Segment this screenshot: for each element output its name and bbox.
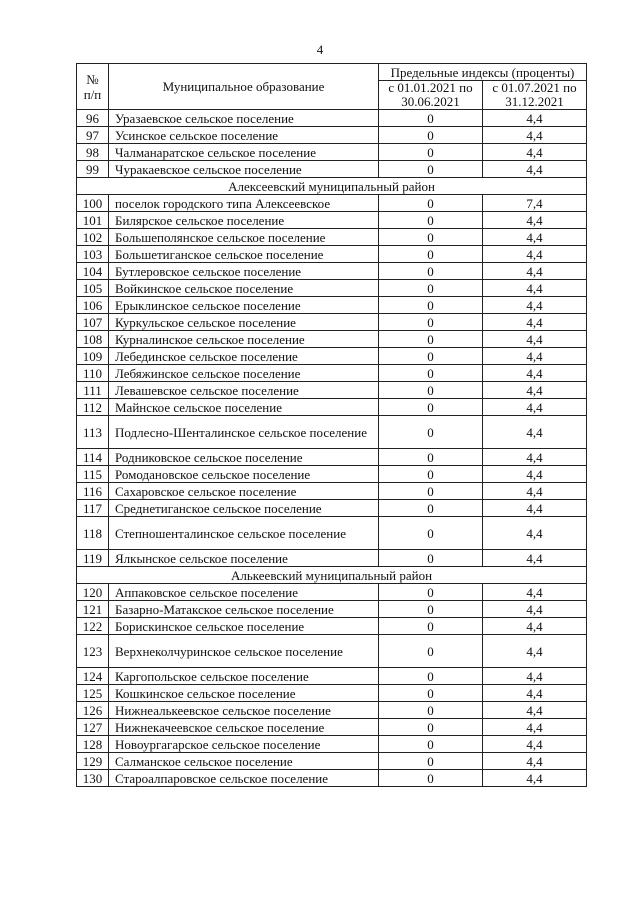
municipality-name: Чалманаратское сельское поселение bbox=[109, 144, 379, 161]
municipality-name: Подлесно-Шенталинское сельское поселение bbox=[109, 416, 379, 449]
row-number: 101 bbox=[77, 212, 109, 229]
index-period-2: 4,4 bbox=[483, 719, 587, 736]
municipality-name: Степношенталинское сельское поселение bbox=[109, 517, 379, 550]
municipality-name: Среднетиганское сельское поселение bbox=[109, 500, 379, 517]
index-period-1: 0 bbox=[379, 736, 483, 753]
index-period-2: 4,4 bbox=[483, 601, 587, 618]
index-period-1: 0 bbox=[379, 702, 483, 719]
index-period-2: 4,4 bbox=[483, 635, 587, 668]
index-period-2: 4,4 bbox=[483, 297, 587, 314]
table-row bbox=[77, 365, 587, 382]
index-period-2: 4,4 bbox=[483, 668, 587, 685]
table-row bbox=[77, 195, 587, 212]
municipality-name: Верхнеколчуринское сельское поселение bbox=[109, 635, 379, 668]
index-period-2: 4,4 bbox=[483, 229, 587, 246]
row-number: 98 bbox=[77, 144, 109, 161]
row-number: 103 bbox=[77, 246, 109, 263]
index-period-2: 4,4 bbox=[483, 736, 587, 753]
municipality-name: Ерыклинское сельское поселение bbox=[109, 297, 379, 314]
municipality-name: Нижнеалькеевское сельское поселение bbox=[109, 702, 379, 719]
index-period-1: 0 bbox=[379, 297, 483, 314]
region-row bbox=[77, 178, 587, 195]
index-period-1: 0 bbox=[379, 500, 483, 517]
index-period-2: 4,4 bbox=[483, 483, 587, 500]
index-period-2: 4,4 bbox=[483, 685, 587, 702]
row-number: 118 bbox=[77, 517, 109, 550]
municipality-name: Войкинское сельское поселение bbox=[109, 280, 379, 297]
index-period-1: 0 bbox=[379, 719, 483, 736]
index-period-2: 4,4 bbox=[483, 770, 587, 787]
table-row bbox=[77, 331, 587, 348]
municipality-name: Лебединское сельское поселение bbox=[109, 348, 379, 365]
municipality-name: Ромодановское сельское поселение bbox=[109, 466, 379, 483]
municipality-name: Нижнекачеевское сельское поселение bbox=[109, 719, 379, 736]
index-period-1: 0 bbox=[379, 584, 483, 601]
row-number: 105 bbox=[77, 280, 109, 297]
table-row bbox=[77, 736, 587, 753]
index-period-2: 4,4 bbox=[483, 399, 587, 416]
region-title: Алексеевский муниципальный район bbox=[77, 178, 587, 195]
table-row bbox=[77, 314, 587, 331]
municipality-name: поселок городского типа Алексеевское bbox=[109, 195, 379, 212]
index-period-1: 0 bbox=[379, 399, 483, 416]
index-period-2: 4,4 bbox=[483, 517, 587, 550]
index-period-1: 0 bbox=[379, 246, 483, 263]
municipality-name: Большетиганское сельское поселение bbox=[109, 246, 379, 263]
index-period-2: 4,4 bbox=[483, 110, 587, 127]
row-number: 116 bbox=[77, 483, 109, 500]
table-row bbox=[77, 161, 587, 178]
row-number: 126 bbox=[77, 702, 109, 719]
table-row bbox=[77, 550, 587, 567]
municipality-name: Родниковское сельское поселение bbox=[109, 449, 379, 466]
table-row bbox=[77, 297, 587, 314]
table-row bbox=[77, 449, 587, 466]
row-number: 123 bbox=[77, 635, 109, 668]
municipality-name: Большеполянское сельское поселение bbox=[109, 229, 379, 246]
index-period-1: 0 bbox=[379, 416, 483, 449]
table-row bbox=[77, 770, 587, 787]
table-body bbox=[77, 110, 587, 787]
index-period-1: 0 bbox=[379, 382, 483, 399]
table-row bbox=[77, 584, 587, 601]
table-row bbox=[77, 348, 587, 365]
row-number: 117 bbox=[77, 500, 109, 517]
municipality-name: Усинское сельское поселение bbox=[109, 127, 379, 144]
row-number: 97 bbox=[77, 127, 109, 144]
municipality-name: Куркульское сельское поселение bbox=[109, 314, 379, 331]
table-row bbox=[77, 702, 587, 719]
table-row bbox=[77, 685, 587, 702]
municipality-name: Аппаковское сельское поселение bbox=[109, 584, 379, 601]
header-municipality: Муниципальное образование bbox=[109, 64, 379, 110]
row-number: 99 bbox=[77, 161, 109, 178]
index-period-1: 0 bbox=[379, 550, 483, 567]
header-number: № п/п bbox=[77, 64, 109, 110]
municipality-name: Каргопольское сельское поселение bbox=[109, 668, 379, 685]
index-period-2: 4,4 bbox=[483, 280, 587, 297]
index-period-2: 7,4 bbox=[483, 195, 587, 212]
index-period-2: 4,4 bbox=[483, 127, 587, 144]
table-row bbox=[77, 110, 587, 127]
table-row bbox=[77, 601, 587, 618]
table-row bbox=[77, 229, 587, 246]
index-period-2: 4,4 bbox=[483, 753, 587, 770]
row-number: 129 bbox=[77, 753, 109, 770]
row-number: 108 bbox=[77, 331, 109, 348]
table-row bbox=[77, 618, 587, 635]
table-row bbox=[77, 212, 587, 229]
index-period-2: 4,4 bbox=[483, 348, 587, 365]
index-period-1: 0 bbox=[379, 212, 483, 229]
index-period-1: 0 bbox=[379, 668, 483, 685]
index-period-1: 0 bbox=[379, 314, 483, 331]
index-period-2: 4,4 bbox=[483, 466, 587, 483]
row-number: 107 bbox=[77, 314, 109, 331]
row-number: 106 bbox=[77, 297, 109, 314]
index-period-1: 0 bbox=[379, 753, 483, 770]
table-row bbox=[77, 753, 587, 770]
municipality-name: Староалпаровское сельское поселение bbox=[109, 770, 379, 787]
index-period-2: 4,4 bbox=[483, 500, 587, 517]
municipality-name: Уразаевское сельское поселение bbox=[109, 110, 379, 127]
region-row bbox=[77, 567, 587, 584]
table-row bbox=[77, 719, 587, 736]
municipality-name: Салманское сельское поселение bbox=[109, 753, 379, 770]
row-number: 122 bbox=[77, 618, 109, 635]
table-row bbox=[77, 466, 587, 483]
row-number: 119 bbox=[77, 550, 109, 567]
municipality-name: Кошкинское сельское поселение bbox=[109, 685, 379, 702]
index-period-2: 4,4 bbox=[483, 314, 587, 331]
municipality-name: Левашевское сельское поселение bbox=[109, 382, 379, 399]
index-period-1: 0 bbox=[379, 161, 483, 178]
table-row bbox=[77, 127, 587, 144]
index-period-1: 0 bbox=[379, 127, 483, 144]
index-period-1: 0 bbox=[379, 348, 483, 365]
row-number: 111 bbox=[77, 382, 109, 399]
municipality-name: Борискинское сельское поселение bbox=[109, 618, 379, 635]
table-row bbox=[77, 635, 587, 668]
municipality-name: Чуракаевское сельское поселение bbox=[109, 161, 379, 178]
index-period-2: 4,4 bbox=[483, 144, 587, 161]
municipality-name: Курналинское сельское поселение bbox=[109, 331, 379, 348]
index-period-1: 0 bbox=[379, 466, 483, 483]
municipality-name: Бутлеровское сельское поселение bbox=[109, 263, 379, 280]
index-period-1: 0 bbox=[379, 449, 483, 466]
table-row bbox=[77, 500, 587, 517]
index-period-2: 4,4 bbox=[483, 161, 587, 178]
index-period-1: 0 bbox=[379, 635, 483, 668]
index-period-1: 0 bbox=[379, 229, 483, 246]
row-number: 115 bbox=[77, 466, 109, 483]
table-row bbox=[77, 263, 587, 280]
page-number: 4 bbox=[316, 42, 324, 57]
index-period-2: 4,4 bbox=[483, 618, 587, 635]
index-period-2: 4,4 bbox=[483, 416, 587, 449]
table-row bbox=[77, 483, 587, 500]
index-period-1: 0 bbox=[379, 770, 483, 787]
municipality-name: Сахаровское сельское поселение bbox=[109, 483, 379, 500]
index-period-1: 0 bbox=[379, 110, 483, 127]
header-period-2: с 01.07.2021 по 31.12.2021 bbox=[483, 81, 587, 110]
municipality-name: Билярское сельское поселение bbox=[109, 212, 379, 229]
municipality-name: Лебяжинское сельское поселение bbox=[109, 365, 379, 382]
index-period-2: 4,4 bbox=[483, 382, 587, 399]
index-period-2: 4,4 bbox=[483, 449, 587, 466]
index-period-2: 4,4 bbox=[483, 550, 587, 567]
index-period-1: 0 bbox=[379, 280, 483, 297]
table-row bbox=[77, 246, 587, 263]
municipality-name: Майнское сельское поселение bbox=[109, 399, 379, 416]
row-number: 121 bbox=[77, 601, 109, 618]
index-period-1: 0 bbox=[379, 144, 483, 161]
index-period-2: 4,4 bbox=[483, 584, 587, 601]
row-number: 96 bbox=[77, 110, 109, 127]
table-row bbox=[77, 416, 587, 449]
index-period-2: 4,4 bbox=[483, 702, 587, 719]
region-title: Алькеевский муниципальный район bbox=[77, 567, 587, 584]
index-period-1: 0 bbox=[379, 365, 483, 382]
index-period-2: 4,4 bbox=[483, 331, 587, 348]
index-period-1: 0 bbox=[379, 685, 483, 702]
table-row bbox=[77, 399, 587, 416]
indices-table bbox=[76, 63, 587, 787]
row-number: 110 bbox=[77, 365, 109, 382]
row-number: 128 bbox=[77, 736, 109, 753]
row-number: 109 bbox=[77, 348, 109, 365]
municipality-name: Новоургагарское сельское поселение bbox=[109, 736, 379, 753]
index-period-1: 0 bbox=[379, 601, 483, 618]
row-number: 102 bbox=[77, 229, 109, 246]
row-number: 120 bbox=[77, 584, 109, 601]
index-period-1: 0 bbox=[379, 331, 483, 348]
header-period-1: с 01.01.2021 по 30.06.2021 bbox=[379, 81, 483, 110]
table-row bbox=[77, 517, 587, 550]
municipality-name: Ялкынское сельское поселение bbox=[109, 550, 379, 567]
row-number: 104 bbox=[77, 263, 109, 280]
row-number: 125 bbox=[77, 685, 109, 702]
index-period-1: 0 bbox=[379, 618, 483, 635]
index-period-2: 4,4 bbox=[483, 263, 587, 280]
header-indices: Предельные индексы (проценты) bbox=[379, 64, 587, 81]
table-row bbox=[77, 382, 587, 399]
row-number: 100 bbox=[77, 195, 109, 212]
row-number: 113 bbox=[77, 416, 109, 449]
row-number: 114 bbox=[77, 449, 109, 466]
index-period-2: 4,4 bbox=[483, 246, 587, 263]
row-number: 112 bbox=[77, 399, 109, 416]
row-number: 130 bbox=[77, 770, 109, 787]
row-number: 124 bbox=[77, 668, 109, 685]
table-row bbox=[77, 144, 587, 161]
row-number: 127 bbox=[77, 719, 109, 736]
index-period-2: 4,4 bbox=[483, 365, 587, 382]
index-period-1: 0 bbox=[379, 263, 483, 280]
index-period-1: 0 bbox=[379, 195, 483, 212]
table-row bbox=[77, 668, 587, 685]
index-period-1: 0 bbox=[379, 517, 483, 550]
table-row bbox=[77, 280, 587, 297]
index-period-1: 0 bbox=[379, 483, 483, 500]
municipality-name: Базарно-Матакское сельское поселение bbox=[109, 601, 379, 618]
index-period-2: 4,4 bbox=[483, 212, 587, 229]
